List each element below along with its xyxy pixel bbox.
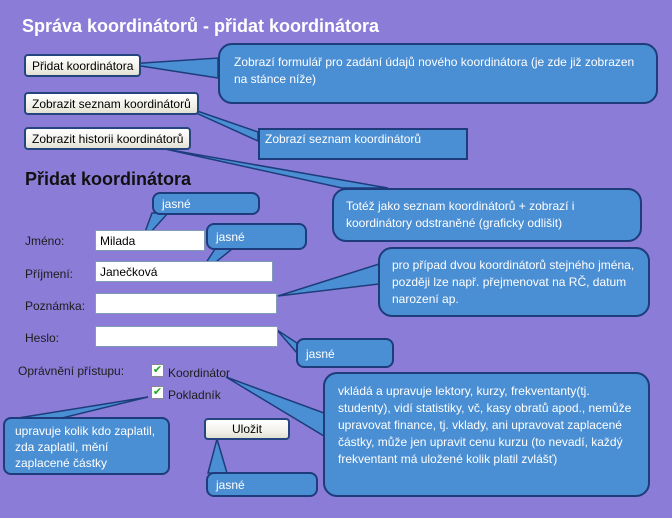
callout-first-name-note: jasné	[152, 192, 260, 215]
connector-add-button	[128, 58, 218, 78]
note-input[interactable]	[95, 293, 277, 314]
check-icon: ✔	[152, 364, 163, 376]
page-title: Správa koordinátorů - přidat koordinátora	[22, 16, 380, 36]
coordinator-checkbox[interactable]	[151, 364, 164, 377]
password-input[interactable]	[95, 326, 278, 347]
callout-show-list: Zobrazí seznam koordinátorů	[258, 128, 468, 160]
coordinator-checkbox-label: Koordinátor	[168, 366, 231, 380]
save-button[interactable]: Uložit	[204, 418, 290, 440]
callout-cashier-rights: upravuje kolik kdo zaplatil, zda zaplatil, mění zaplacené částky	[3, 417, 170, 475]
section-title: Přidat koordinátora	[25, 169, 192, 189]
surname-label: Příjmení:	[25, 267, 74, 281]
access-rights-label: Oprávnění přístupu:	[18, 364, 125, 378]
add-coordinator-button[interactable]: Přidat koordinátora	[24, 54, 141, 77]
connector-password	[277, 330, 297, 353]
password-label: Heslo:	[25, 331, 60, 345]
surname-input[interactable]	[95, 261, 273, 282]
callout-password-note: jasné	[296, 338, 394, 368]
connector-cashier	[18, 397, 148, 418]
show-list-button[interactable]: Zobrazit seznam koordinátorů	[24, 92, 199, 115]
cashier-checkbox-label: Pokladník	[168, 388, 221, 402]
callout-surname-clear-note: jasné	[206, 223, 307, 250]
first-name-label: Jméno:	[25, 234, 65, 248]
connector-save	[208, 439, 227, 473]
connector-note-field	[278, 264, 379, 296]
show-history-button[interactable]: Zobrazit historii koordinátorů	[24, 127, 191, 150]
cashier-checkbox[interactable]	[151, 386, 164, 399]
check-icon: ✔	[152, 386, 163, 398]
callout-coordinator-rights: vkládá a upravuje lektory, kurzy, frekventanty(tj. studenty), vidí statistiky, vč, kasy obratů apod., nemůže upravovat finance, tj. vklady, ani upravovat zaplacené částky, může jen upravit cenu kurzu (to nevadí, každý frekventant má uložené kolik platil zvlášť)	[323, 372, 650, 497]
callout-add-form: Zobrazí formulář pro zadání údajů nového koordinátora (je zde již zobrazen na stánce níže)	[218, 43, 658, 104]
first-name-input[interactable]	[95, 230, 205, 251]
callout-save-note: jasné	[206, 472, 318, 497]
callout-show-history: Totéž jako seznam koordinátorů + zobrazí i koordinátory odstraněné (graficky odlišit)	[332, 188, 642, 242]
note-label: Poznámka:	[25, 299, 86, 313]
callout-surname-note: pro případ dvou koordinátorů stejného jména, později lze např. přejmenovat na RČ, datum narození ap.	[378, 247, 650, 317]
